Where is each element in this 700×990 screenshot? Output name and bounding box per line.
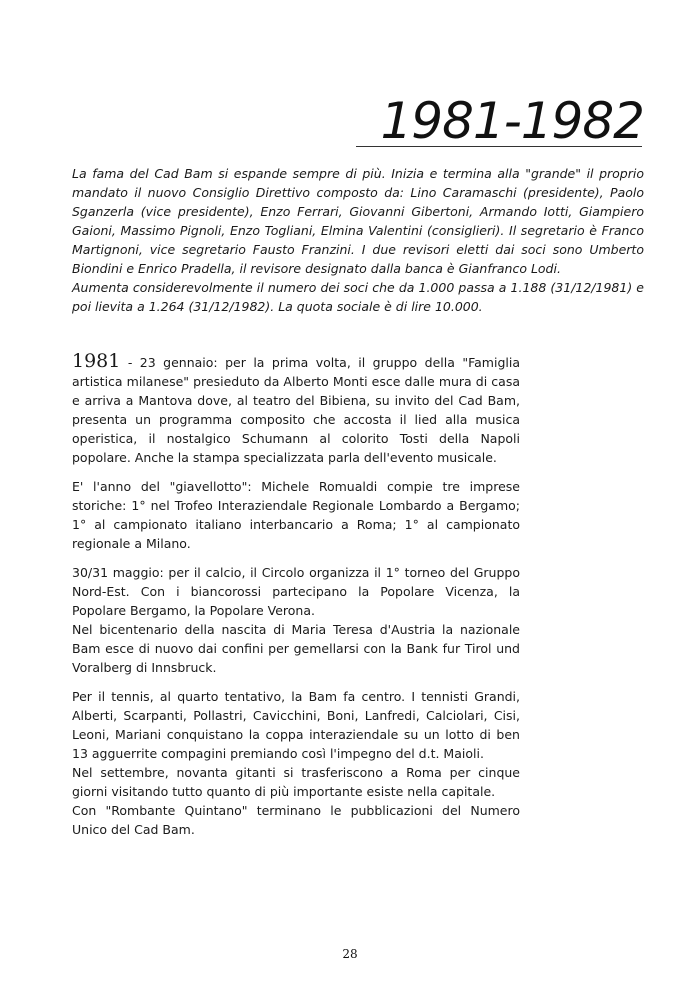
chronicle-section [72,352,520,839]
chronicle-paragraph: Nel bicentenario della nascita di Maria Teresa d'Austria la nazionale Bam esce di nuovo dai confini per gemellarsi con la Bank fur Tirol und Voralberg di Innsbruck. [72,622,520,675]
intro-section [72,164,644,316]
year-label: 1981 [72,350,121,372]
chronicle-paragraph: 30/31 maggio: per il calcio, il Circolo organizza il 1° torneo del Gruppo Nord-Est. Con i biancorossi partecipano la Popolare Vicenza, la Popolare Bergamo, la Popolare Verona. [72,565,520,618]
page-number: 28 [342,947,358,961]
page-heading: 1981-1982 [380,91,644,150]
intro-paragraph: Aumenta considerevolmente il numero dei soci che da 1.000 passa a 1.188 (31/12/1981) e poi lievita a 1.264 (31/12/1982). La quota sociale è di lire 10.000. [72,280,644,314]
chronicle-text: - 23 gennaio: per la prima volta, il gruppo della "Famiglia artistica milanese" presieduto da Alberto Monti esce dalle mura di casa e arriva a Mantova dove, al teatro del Bibiena, su invito del Cad Bam, presenta un programma composito che accosta il lied alla musica operistica, il nostalgico Schumann al colorito Tosti della Napoli popolare. Anche la stampa specializzata parla dell'evento musicale. [72,355,520,465]
heading-rule [356,146,642,147]
chronicle-paragraph: Con "Rombante Quintano" terminano le pubblicazioni del Numero Unico del Cad Bam. [72,803,520,837]
intro-paragraph: La fama del Cad Bam si espande sempre di più. Inizia e termina alla "grande" il proprio mandato il nuovo Consiglio Direttivo composto da: Lino Caramaschi (presidente), Paolo Sganzerla (vice presidente), Enzo Ferrari, Giovanni Gibertoni, Armando Iotti, Giampiero Gaioni, Massimo Pignoli, Enzo Togliani, Elmina Valentini (consiglieri). Il segretario è Franco Martignoni, vice segretario Fausto Franzini. I due revisori eletti dai soci sono Umberto Biondini e Enrico Pradella, il revisore designato dalla banca è Gianfranco Lodi. [72,166,644,276]
chronicle-paragraph: E' l'anno del "giavellotto": Michele Romualdi compie tre imprese storiche: 1° nel Trofeo Interaziendale Regionale Lombardo a Bergamo; 1° al campionato italiano interbancario a Roma; 1° al campionato regionale a Milano. [72,479,520,551]
chronicle-paragraph [72,352,520,467]
chronicle-paragraph: Per il tennis, al quarto tentativo, la Bam fa centro. I tennisti Grandi, Alberti, Scarpanti, Pollastri, Cavicchini, Boni, Lanfredi, Calciolari, Cisi, Leoni, Mariani conquistano la coppa interaziendale su un lotto di ben 13 agguerrite compagini premiando così l'impegno del d.t. Maioli. [72,689,520,761]
chronicle-paragraph: Nel settembre, novanta gitanti si trasferiscono a Roma per cinque giorni visitando tutto quanto di più importante esiste nella capitale. [72,765,520,799]
